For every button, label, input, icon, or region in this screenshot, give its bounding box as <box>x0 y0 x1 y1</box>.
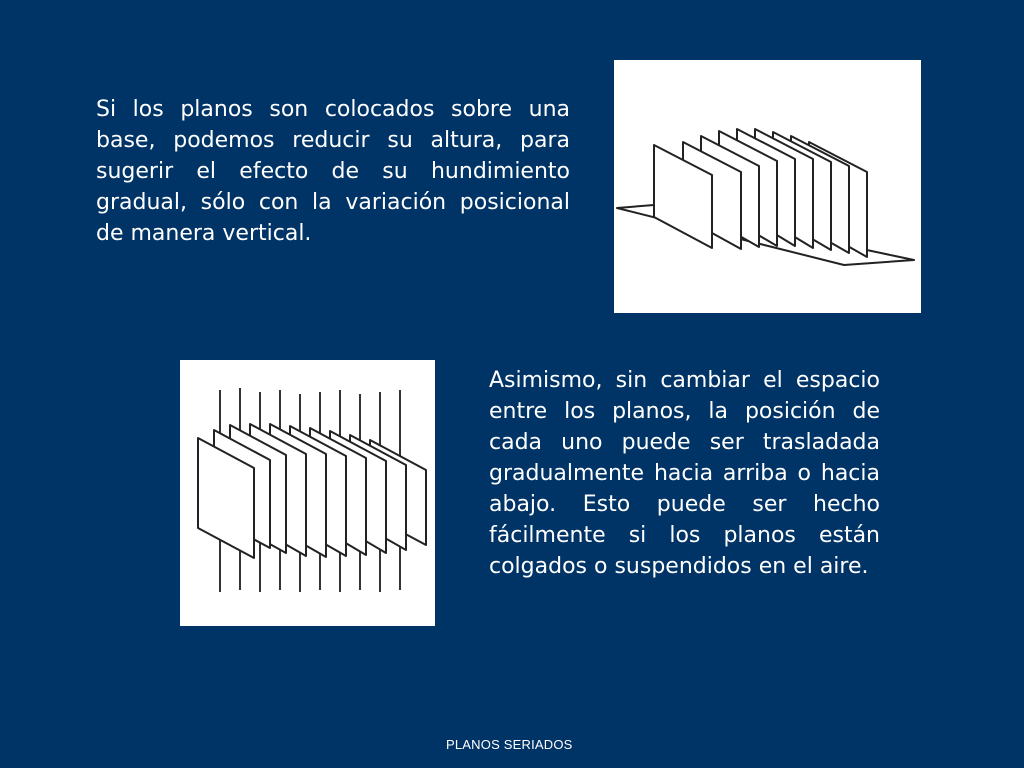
paragraph-hanging-planes: Asimismo, sin cambiar el espacio entre los planos, la posición de cada uno puede ser trasladada gradualmente hacia arriba o hacia abajo. Esto puede ser hecho fácilmente si los planos están colgados o suspendidos en el aire. <box>489 368 880 579</box>
planes-on-base-illustration <box>614 60 921 313</box>
planes-on-base-drawing <box>614 60 921 313</box>
slide-footer: PLANOS SERIADOS <box>446 737 573 752</box>
hanging-planes-drawing <box>180 360 435 626</box>
hanging-planes-illustration <box>180 360 435 626</box>
paragraph-planes-on-base: Si los planos son colocados sobre una base, podemos reducir su altura, para sugerir el efecto de su hundimiento gradual, sólo con la variación posicional de manera vertical. <box>96 97 570 246</box>
